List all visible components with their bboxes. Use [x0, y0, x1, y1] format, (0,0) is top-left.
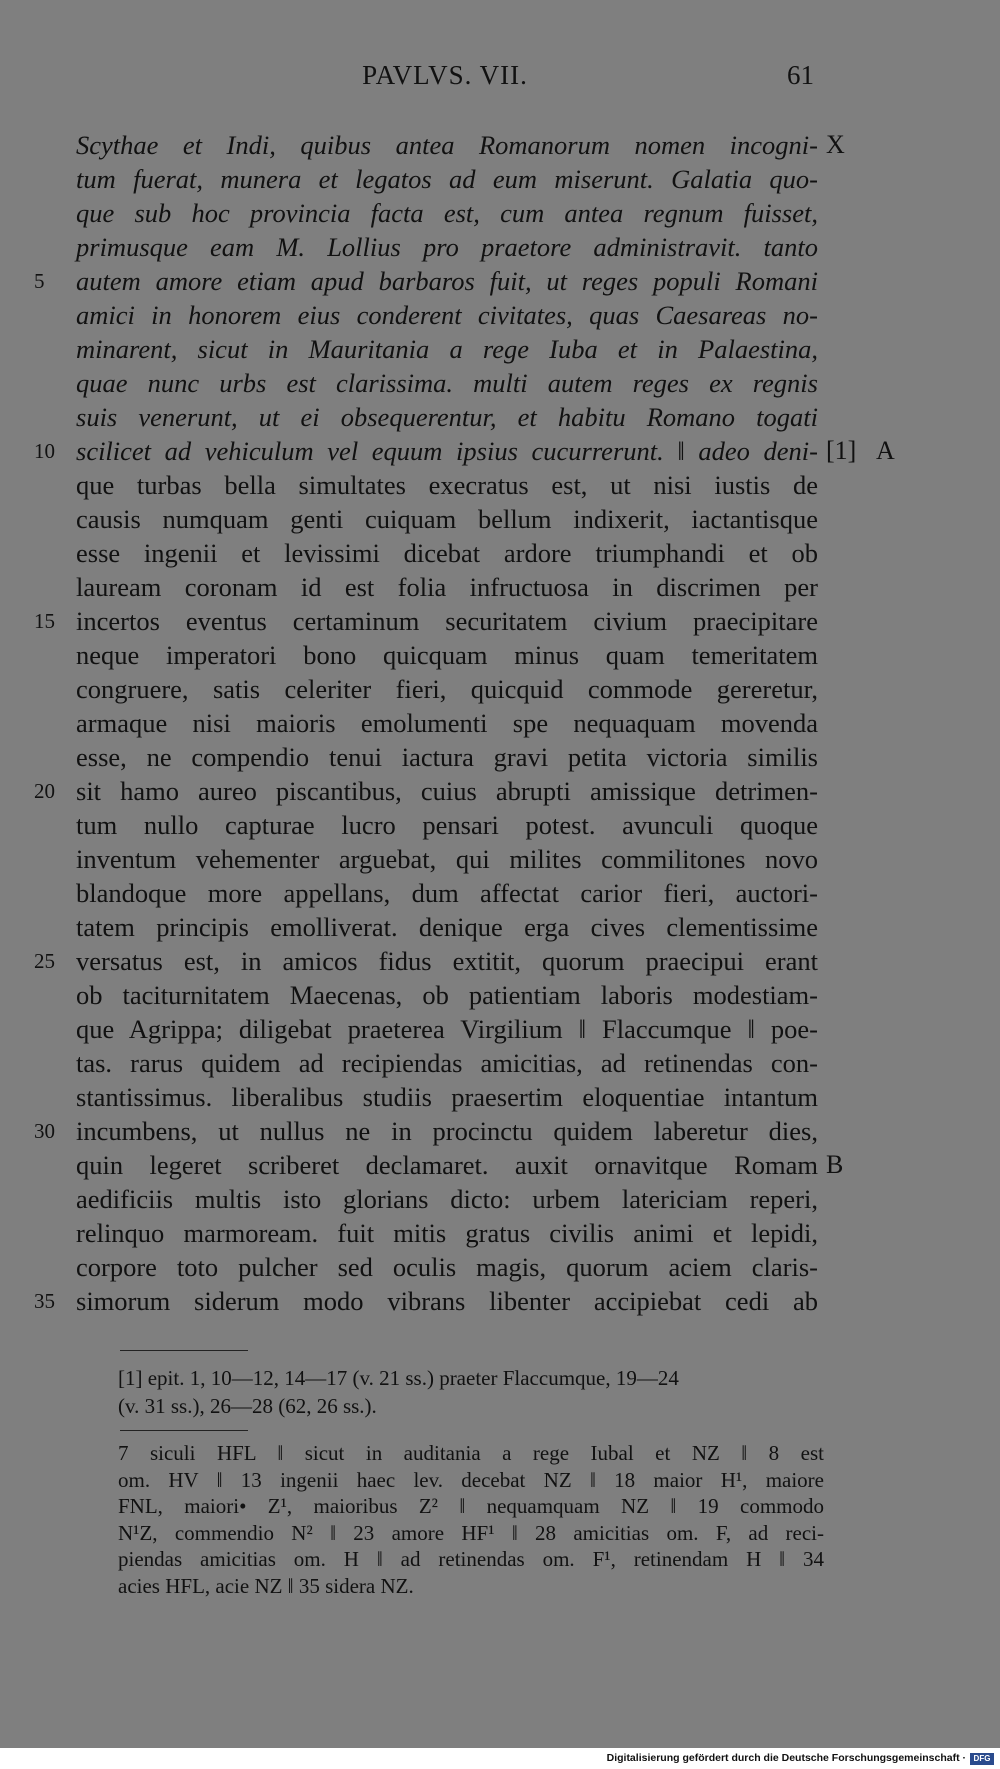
line-number: 5 [34, 269, 45, 293]
line-text: que sub hoc provincia facta est, cum antea regnum fuisset, [76, 198, 818, 228]
text-line [76, 366, 818, 400]
text-line [76, 230, 818, 264]
line-text: primusque eam M. Lollius pro praetore administravit. tanto [76, 232, 818, 262]
line-text: autem amore etiam apud barbaros fuit, ut reges populi Romani [76, 266, 818, 296]
line-text: amici in honorem eius conderent civitates, quas Caesareas no- [76, 300, 818, 330]
line-text: tatem principis emolliverat. denique erga cives clementissime [76, 912, 818, 942]
margin-note: B [826, 1150, 844, 1179]
text-line [76, 1216, 818, 1250]
line-text: Scythae et Indi, quibus antea Romanorum nomen incogni- [76, 130, 818, 160]
text-line [76, 128, 845, 162]
line-text: tum fuerat, munera et legatos ad eum miserunt. Galatia quo- [76, 164, 818, 194]
apparatus-line: FNL, maiori• Z¹, maioribus Z² ‖ nequamquam NZ ‖ 19 commodo [118, 1494, 824, 1518]
line-text: incumbens, ut nullus ne in procinctu quidem laberetur dies, [76, 1116, 818, 1146]
line-text: relinquo marmoream. fuit mitis gratus civilis animi et lepidi, [76, 1218, 818, 1248]
text-line [76, 570, 818, 604]
apparatus-line: piendas amicitias om. H ‖ ad retinendas om. F¹, retinendam H ‖ 34 [118, 1547, 824, 1571]
line-text: suis venerunt, ut ei obsequerentur, et habitu Romano togati [76, 402, 818, 432]
line-number: 20 [34, 779, 55, 803]
line-text: quin legeret scriberet declamaret. auxit ornavitque Romam [76, 1150, 818, 1180]
line-text: aedificiis multis isto glorians dicto: urbem latericiam reperi, [76, 1184, 818, 1214]
source-line: (v. 31 ss.), 26—28 (62, 26 ss.). [118, 1394, 377, 1418]
text-line [34, 1284, 818, 1318]
line-number: 10 [34, 439, 55, 463]
sources-rule [120, 1350, 248, 1351]
text-line [76, 502, 818, 536]
margin-note: [1] [826, 436, 857, 465]
line-text: inventum vehementer arguebat, qui milites commilitones novo [76, 844, 818, 874]
line-text: esse, ne compendio tenui iactura gravi petita victoria similis [76, 742, 818, 772]
running-title: PAVLVS. VII. [362, 60, 528, 90]
text-line [76, 876, 818, 910]
line-text: corpore toto pulcher sed oculis magis, quorum aciem claris- [76, 1252, 818, 1282]
text-line [76, 706, 818, 740]
text-line [76, 1012, 818, 1046]
line-text: que Agrippa; diligebat praeterea Virgilium ‖ Flaccumque ‖ poe- [76, 1014, 818, 1044]
line-text: incertos eventus certaminum securitatem civium praecipitare [76, 606, 818, 636]
line-text: causis numquam genti cuiquam bellum indixerit, iactantisque [76, 504, 818, 534]
text-line [76, 1080, 818, 1114]
apparatus-rule [120, 1430, 248, 1431]
line-text: minarent, sicut in Mauritania a rege Iuba et in Palaestina, [76, 334, 818, 364]
line-text: tum nullo capturae lucro pensari potest. avunculi quoque [76, 810, 818, 840]
apparatus-line: om. HV ‖ 13 ingenii haec lev. decebat NZ ‖ 18 maior H¹, maiore [118, 1467, 824, 1492]
text-line [76, 1046, 818, 1080]
line-text: scilicet ad vehiculum vel equum ipsius cucurrerunt. ‖ adeo deni- [76, 436, 818, 466]
line-text: simorum siderum modo vibrans libenter accipiebat cedi ab [76, 1286, 818, 1316]
line-text: congruere, satis celeriter fieri, quicquid commode gereretur, [76, 674, 818, 704]
line-number: 35 [34, 1289, 55, 1313]
text-line [76, 910, 818, 944]
text-line [76, 298, 818, 332]
sources-note [118, 1364, 818, 1420]
text-line [76, 536, 818, 570]
dfg-logo-icon: DFG [970, 1753, 994, 1765]
line-number: 15 [34, 609, 55, 633]
text-line [76, 196, 818, 230]
line-text: sit hamo aureo piscantibus, cuius abrupti amissique detrimen- [76, 776, 818, 806]
text-line [76, 672, 818, 706]
line-text: ob taciturnitatem Maecenas, ob patientiam laboris modestiam- [76, 980, 818, 1010]
main-text [34, 128, 895, 1318]
line-text: blandoque more appellans, dum affectat carior fieri, auctori- [76, 878, 818, 908]
text-line [76, 842, 818, 876]
margin-section-letter: A [876, 436, 895, 465]
text-line [76, 332, 818, 366]
line-number: 30 [34, 1119, 55, 1143]
text-line [34, 264, 818, 298]
line-text: versatus est, in amicos fidus extitit, quorum praecipui erant [76, 946, 818, 976]
line-text: que turbas bella simultates execratus est, ut nisi iustis de [76, 470, 818, 500]
text-line [76, 740, 818, 774]
page-number: 61 [787, 60, 814, 90]
line-text: armaque nisi maioris emolumenti spe nequaquam movenda [76, 708, 818, 738]
text-line [34, 434, 895, 468]
line-text: esse ingenii et levissimi dicebat ardore triumphandi et ob [76, 538, 818, 568]
line-text: stantissimus. liberalibus studiis praesertim eloquentiae intantum [76, 1082, 818, 1112]
text-line [34, 604, 818, 638]
text-line [76, 978, 818, 1012]
apparatus-line: acies HFL, acie NZ ‖ 35 sidera NZ. [118, 1573, 414, 1598]
text-line [76, 808, 818, 842]
line-text: tas. rarus quidem ad recipiendas amicitias, ad retinendas con- [76, 1048, 818, 1078]
source-line: [1] epit. 1, 10—12, 14—17 (v. 21 ss.) praeter Flaccumque, 19—24 [118, 1366, 679, 1390]
page-header [76, 60, 814, 100]
apparatus-line: 7 siculi HFL ‖ sicut in auditania a rege Iubal et NZ ‖ 8 est [118, 1441, 824, 1465]
apparatus-line: N¹Z, commendio N² ‖ 23 amore HF¹ ‖ 28 amicitias om. F, ad reci- [118, 1520, 824, 1545]
text-line [76, 1182, 818, 1216]
line-text: lauream coronam id est folia infructuosa in discrimen per [76, 572, 818, 602]
text-line [76, 400, 818, 434]
text-line [76, 162, 818, 196]
text-line [34, 774, 818, 808]
margin-note: X [826, 130, 845, 159]
text-line [76, 1250, 818, 1284]
line-text: quae nunc urbs est clarissima. multi autem reges ex regnis [76, 368, 818, 398]
critical-apparatus [118, 1440, 824, 1599]
digitization-footer [0, 1750, 1000, 1769]
text-line [76, 638, 818, 672]
line-number: 25 [34, 949, 55, 973]
text-line [34, 1114, 818, 1148]
text-line [76, 1148, 844, 1182]
footer-credit: Digitalisierung gefördert durch die Deutsche Forschungsgemeinschaft · [606, 1752, 966, 1764]
text-line [34, 944, 818, 978]
line-text: neque imperatori bono quicquam minus quam temeritatem [76, 640, 818, 670]
text-line [76, 468, 818, 502]
